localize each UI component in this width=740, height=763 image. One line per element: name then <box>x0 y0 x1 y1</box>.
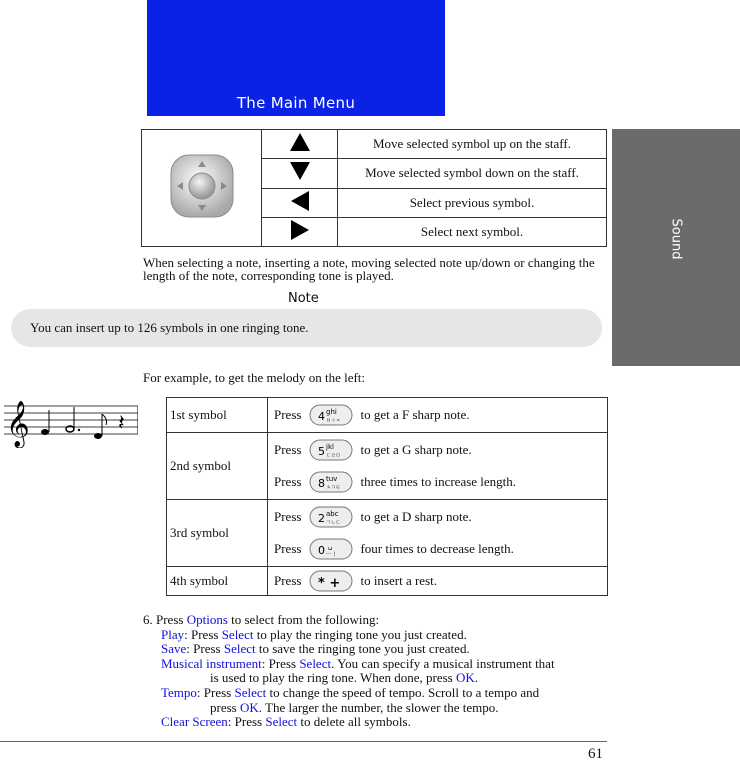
key-letters: ␣ <box>328 542 333 550</box>
note-playing-paragraph: When selecting a note, inserting a note, moving selected note up/down or changing the length of the note, corresponding tone is played. <box>143 255 595 283</box>
text-run: . You can specify a musical instrument that <box>331 655 555 671</box>
svg-text:𝄽: 𝄽 <box>118 411 125 436</box>
symbol-name: 2nd symbol <box>167 433 268 500</box>
ok-keyword: OK <box>456 670 475 686</box>
arrow-up-icon <box>289 132 311 152</box>
option-name: Tempo <box>161 684 197 700</box>
note-text: You can insert up to 126 symbols in one ringing tone. <box>30 320 309 335</box>
option-musical-instrument <box>143 657 613 672</box>
key-star-icon <box>309 570 353 592</box>
select-keyword: Select <box>221 626 254 642</box>
nav-arrow-cell <box>262 217 338 246</box>
nav-desc: Move selected symbol up on the staff. <box>338 130 607 159</box>
text-run: : Press <box>196 684 235 700</box>
navpad-cell <box>142 130 262 247</box>
symbol-action <box>268 500 608 567</box>
key-letters: jkl <box>326 443 335 451</box>
arrow-down-icon <box>289 161 311 181</box>
page-number: 61 <box>588 746 603 762</box>
svg-text:𝄞: 𝄞 <box>6 401 30 447</box>
press-label: Press <box>274 442 302 457</box>
key-letters: tuv <box>326 475 338 483</box>
nav-arrow-cell <box>262 159 338 188</box>
option-musical-instrument-cont <box>143 671 613 686</box>
key-digit: 8 <box>318 477 326 490</box>
nav-desc: Select previous symbol. <box>338 188 607 217</box>
option-name: Clear Screen <box>161 714 228 730</box>
key-digit: 0 <box>318 544 326 557</box>
option-tempo-cont <box>143 701 613 716</box>
action-text: to get a G sharp note. <box>360 442 472 457</box>
key-4-icon <box>309 404 353 426</box>
text-run: to play the ringing tone you just created. <box>253 626 467 642</box>
press-label: Press <box>274 509 302 524</box>
symbol-name: 4th symbol <box>167 567 268 596</box>
key-2-icon <box>309 506 353 528</box>
select-keyword: Select <box>234 684 267 700</box>
text-run: . The larger the number, the slower the tempo. <box>258 699 499 715</box>
action-text: to insert a rest. <box>360 573 437 588</box>
text-run: : Press <box>184 626 222 642</box>
key-digit: 5 <box>318 445 326 458</box>
table-row <box>167 433 608 500</box>
press-label: Press <box>274 573 302 588</box>
symbol-action <box>268 433 608 500</box>
key-digit: 2 <box>318 512 326 525</box>
text-run: to select from the following: <box>227 612 380 627</box>
key-letters: ghi <box>326 408 338 416</box>
text-run: to delete all symbols. <box>297 714 411 730</box>
symbol-name: 1st symbol <box>167 398 268 433</box>
arrow-left-icon <box>290 190 310 212</box>
nav-arrow-cell <box>262 188 338 217</box>
select-keyword: Select <box>299 655 332 671</box>
option-name: Musical instrument <box>161 655 262 671</box>
press-label: Press <box>274 474 302 489</box>
key-letters: ㄷㄹㅁ <box>326 453 341 459</box>
text-run: : Press <box>261 655 300 671</box>
symbol-action <box>268 567 608 596</box>
text-run: . <box>474 670 479 686</box>
options-keyword: Options <box>186 612 228 627</box>
symbol-name: 3rd symbol <box>167 500 268 567</box>
key-5-icon <box>309 439 353 461</box>
navpad-icon <box>167 151 237 221</box>
options-intro <box>143 613 613 628</box>
key-letters: ㅊㅋㅌ <box>326 485 341 491</box>
select-keyword: Select <box>223 641 256 657</box>
press-label: Press <box>274 407 302 422</box>
table-row <box>167 398 608 433</box>
key-digit: * + <box>318 576 341 591</box>
key-letters: ㅂㅅㅈ <box>326 418 341 424</box>
footer-divider <box>0 741 607 742</box>
action-text: three times to increase length. <box>360 474 517 489</box>
option-name: Play <box>161 626 185 642</box>
nav-desc: Move selected symbol down on the staff. <box>338 159 607 188</box>
section-header <box>147 0 445 116</box>
action-text: to get a F sharp note. <box>360 407 470 422</box>
press-label: Press <box>274 541 302 556</box>
text-run: : Press <box>186 641 224 657</box>
text-run: 6. Press <box>143 612 187 627</box>
arrow-right-icon <box>290 219 310 241</box>
key-letters: abc <box>326 510 340 518</box>
key-letters: ㅡ ㅣ <box>326 552 338 558</box>
option-clear-screen <box>143 715 613 730</box>
note-heading: Note <box>288 291 319 306</box>
action-text: to get a D sharp note. <box>360 509 472 524</box>
option-name: Save <box>161 641 187 657</box>
side-tab-label: Sound <box>668 218 684 260</box>
key-0-icon <box>309 538 353 560</box>
navigation-key-table <box>141 129 607 247</box>
text-run: to change the speed of tempo. Scroll to a tempo and <box>266 684 540 700</box>
key-digit: 4 <box>318 410 326 423</box>
option-save <box>143 642 613 657</box>
example-intro: For example, to get the melody on the left: <box>143 370 366 385</box>
side-tab-sound <box>612 129 740 366</box>
note-box <box>11 309 602 347</box>
page-title: The Main Menu <box>236 94 356 112</box>
option-play <box>143 628 613 643</box>
melody-staff-image <box>4 400 138 448</box>
key-letters: ㄱㄴㄷ <box>326 520 341 526</box>
symbol-table <box>166 397 608 596</box>
options-list <box>143 613 613 730</box>
select-keyword: Select <box>265 714 298 730</box>
table-row <box>167 500 608 567</box>
ok-keyword: OK <box>239 699 259 715</box>
text-run: press <box>210 699 240 715</box>
symbol-action <box>268 398 608 433</box>
table-row <box>167 567 608 596</box>
text-run: is used to play the ring tone. When done, press <box>210 670 456 686</box>
nav-desc: Select next symbol. <box>338 217 607 246</box>
key-8-icon <box>309 471 353 493</box>
action-text: four times to decrease length. <box>360 541 514 556</box>
text-run: : Press <box>227 714 266 730</box>
option-tempo <box>143 686 613 701</box>
text-run: to save the ringing tone you just created. <box>255 641 470 657</box>
nav-arrow-cell <box>262 130 338 159</box>
